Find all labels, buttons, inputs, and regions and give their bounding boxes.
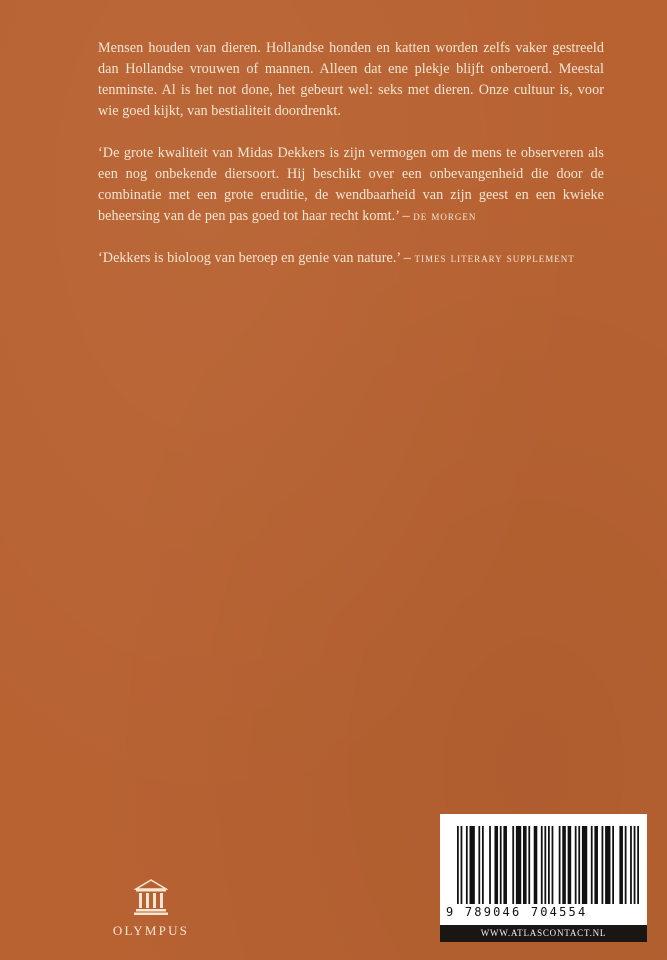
- barcode-bar: [516, 826, 521, 904]
- barcode-bar: [523, 826, 527, 904]
- barcode-bar: [612, 826, 614, 904]
- barcode-bar: [630, 826, 632, 904]
- barcode-bar: [469, 826, 474, 904]
- review-quote-de-morgen: [98, 143, 604, 227]
- barcode-bar: [637, 826, 639, 904]
- isbn-barcode: [440, 814, 647, 925]
- barcode-bars: [457, 826, 639, 904]
- barcode-bar: [602, 826, 604, 904]
- barcode-bar: [461, 826, 463, 904]
- isbn-number: 9 789046 704554: [446, 905, 588, 919]
- publisher-url: WWW.ATLASCONTACT.NL: [440, 925, 647, 942]
- barcode-bar: [528, 826, 530, 904]
- barcode-bar: [591, 826, 593, 904]
- publisher-logo: [108, 879, 194, 939]
- barcode-bar: [559, 826, 561, 904]
- barcode-bar: [512, 826, 514, 904]
- quote-text: ‘Dekkers is bioloog van beroep en genie van nature.’: [98, 250, 401, 266]
- barcode-bar: [578, 826, 580, 904]
- quote-text: ‘De grote kwaliteit van Midas Dekkers is zijn vermogen om de mens te observeren als een nog onbekende diersoort. Hij beschikt over een onbevangenheid die door de combinatie met een grote eruditie, de wendbaarheid van zijn geest en een kwieke beheersing van de pen pas goed tot haar recht komt.’: [98, 145, 604, 224]
- barcode-bar: [605, 826, 610, 904]
- review-quote-tls: [98, 248, 604, 269]
- temple-icon: [134, 879, 168, 915]
- quote-source: times literary supplement: [414, 251, 575, 265]
- barcode-bar: [562, 826, 566, 904]
- barcode-bar: [500, 826, 502, 904]
- barcode-bar: [489, 826, 491, 904]
- barcode-bar: [544, 826, 546, 904]
- barcode-bar: [552, 826, 554, 904]
- barcode-bar: [482, 826, 484, 904]
- blurb-text: [98, 38, 604, 290]
- barcode-bar: [625, 826, 627, 904]
- quote-dash: –: [400, 250, 415, 266]
- blurb-paragraph: Mensen houden van dieren. Hollandse honden en katten worden zelfs vaker gestreeld dan Hollandse vrouwen of mannen. Alleen dat ene plekje blijft onberoerd. Meestal tenminste. Al is het not done, het gebeurt wel: seks met dieren. Onze cultuur is, voor wie goed kijkt, van bestialiteit doordrenkt.: [98, 40, 604, 119]
- barcode-bar: [548, 826, 550, 904]
- barcode-bar: [568, 826, 572, 904]
- barcode-bar: [541, 826, 543, 904]
- barcode-bar: [478, 826, 480, 904]
- barcode-bar: [594, 826, 598, 904]
- barcode-bar: [494, 826, 498, 904]
- barcode-bar: [457, 826, 459, 904]
- barcode-bar: [466, 826, 468, 904]
- quote-source: de morgen: [413, 209, 477, 223]
- barcode-bar: [503, 826, 507, 904]
- barcode-bar: [582, 826, 587, 904]
- barcode-bar: [619, 826, 623, 904]
- publisher-name: OLYMPUS: [112, 923, 190, 938]
- barcode-bar: [575, 826, 577, 904]
- quote-dash: –: [398, 208, 414, 224]
- barcode-bar: [634, 826, 636, 904]
- barcode-bar: [534, 826, 538, 904]
